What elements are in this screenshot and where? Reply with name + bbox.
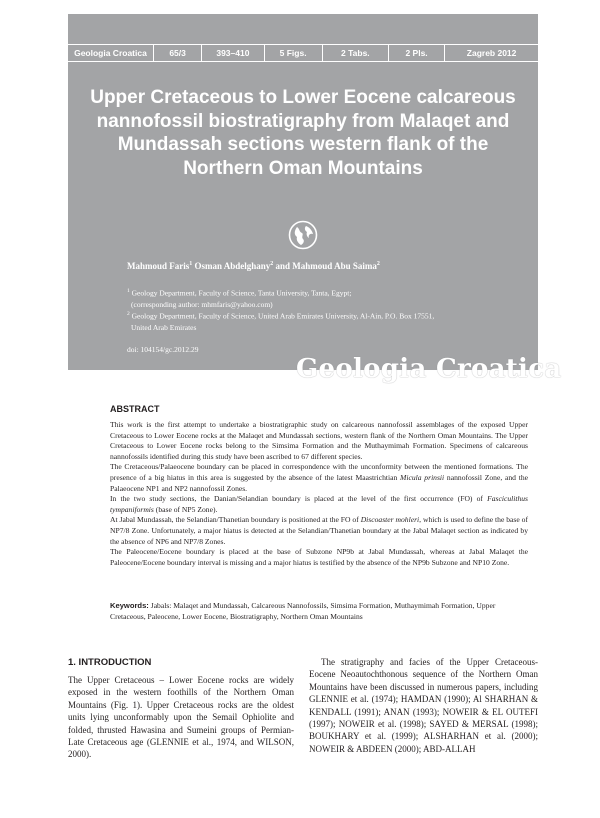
affiliation-2: $^2$ Geology Department, Faculty of Science, United Arab Emirates University, Al-Ain, P.O. Box 17551, United Arab Emirates	[127, 311, 435, 332]
meta-journal: Geologia Croatica	[68, 45, 154, 61]
meta-pages: 393–410	[202, 45, 264, 61]
abstract-paragraph: At Jabal Mundassah, the Selandian/Thanetian boundary is positioned at the FO of Discoaster mohleri, which is used to define the base of NP7/8 Zone. Unfortunately, a major hiatus is detected at the Selandian/Thanetian boundary at the Jabal Malaqet section as indicated by the absence of NP6 and NP7/8 Zones.	[110, 515, 528, 546]
keywords-label: Keywords:	[110, 601, 149, 610]
abstract-paragraph: In the two study sections, the Danian/Selandian boundary is placed at the level of the first occurrence (FO) of Fasciculithus tympaniformis (base of NP5 Zone).	[110, 494, 528, 514]
body-column-right	[309, 656, 538, 755]
body-paragraph: The Upper Cretaceous – Lower Eocene rocks are widely exposed in the western foothills of the Northern Oman Mountains (Fig. 1). Upper Cretaceous rocks are the oldest units lying unconformably upon the Semail Ophiolite and folded, thrusted Hawasina and Sumeini groups of Permian-Late Cretaceous age (GLENNIE et al., 1974, and WILSON, 2000).	[68, 675, 294, 760]
abstract-heading: ABSTRACT	[110, 404, 160, 414]
abstract-paragraph: The Cretaceous/Palaeocene boundary can be placed in correspondence with the unconformity between the mentioned formations. The presence of a big hiatus in this area is suggested by the absence of the latest Maastrichtian Micula prinsii nannofossil Zone, and the Palaeocene NP1 and NP2 nannofossil Zones.	[110, 462, 528, 493]
meta-plates: 2 Pls.	[389, 45, 445, 61]
globe-icon	[288, 220, 318, 250]
body-column-left	[68, 674, 294, 761]
journal-logo-text: Geologia Croatica	[296, 354, 562, 384]
meta-place-year: Zagreb 2012	[466, 48, 517, 58]
abstract-paragraph: The Paleocene/Eocene boundary is placed at the base of Subzone NP9b at Jabal Mundassah, whereas at Jabal Malaqet the Paleocene/Eocene boundary interval is missing and a major hiatus is testified by the absence of the NP9b Subzone and NP10 Zone.	[110, 547, 528, 567]
meta-volume: 65/3	[154, 45, 202, 61]
paper-title: Upper Cretaceous to Lower Eocene calcareous nannofossil biostratigraphy from Malaqet and Mundassah sections western flank of the Northern Oman Mountains	[90, 87, 516, 179]
keywords	[110, 601, 528, 622]
journal-meta-bar	[68, 44, 538, 62]
meta-tabs: 2 Tabs.	[323, 45, 389, 61]
author: Mahmoud Faris$^1$	[127, 261, 193, 271]
keywords-text: Jabals: Malaqet and Mundassah, Calcareous Nannofossils, Simsima Formation, Muthaymimah Formation, Upper Cretaceous, Paleocene, Lower Eocene, Biostratigraphy, Northern Oman Mountains	[110, 601, 496, 621]
doi: doi: 104154/gc.2012.29	[127, 345, 199, 354]
author: Osman Abdelghany$^2$	[194, 261, 274, 271]
body-paragraph: The stratigraphy and facies of the Upper Cretaceous-Eocene Neoautochthonous sequence of the Northern Oman Mountains have been discussed in numerous papers, including GLENNIE et al. (1974); HAMDAN (1990); Al SHARHAN & KENDALL (1991); ANAN (1993); NOWEIR & EL OUTEFI (1997); NOWEIR et al. (1998); SAYED & MERSAL (1998); BOUKHARY et al. (1999); ALSHARHAN et al. (2000); NOWEIR & ABDEEN (2000); ABD-ALLAH	[309, 657, 538, 754]
section-heading: 1. INTRODUCTION	[68, 657, 152, 668]
affiliation-1: $^1$ Geology Department, Faculty of Science, Tanta University, Tanta, Egypt; (corresponding author: mhmfaris@yahoo.com)	[127, 288, 352, 309]
author-list	[127, 261, 380, 271]
author: and Mahmoud Abu Saima$^2$	[275, 261, 380, 271]
abstract-body	[110, 420, 528, 568]
meta-figs: 5 Figs.	[265, 45, 323, 61]
abstract-paragraph: This work is the first attempt to undertake a biostratigraphic study on calcareous nannofossil assemblages of the exposed Upper Cretaceous to Lower Eocene rocks at the Malaqet and Mundassah sections, western flank of the Northern Oman Mountains. The Upper Cretaceous to Lower Eocene rocks belong to the Simsima Formation and the Muthaymimah Formation. Specimens of calcareous nannofossils identified during this study have been ascribed to 67 different species.	[110, 420, 528, 461]
